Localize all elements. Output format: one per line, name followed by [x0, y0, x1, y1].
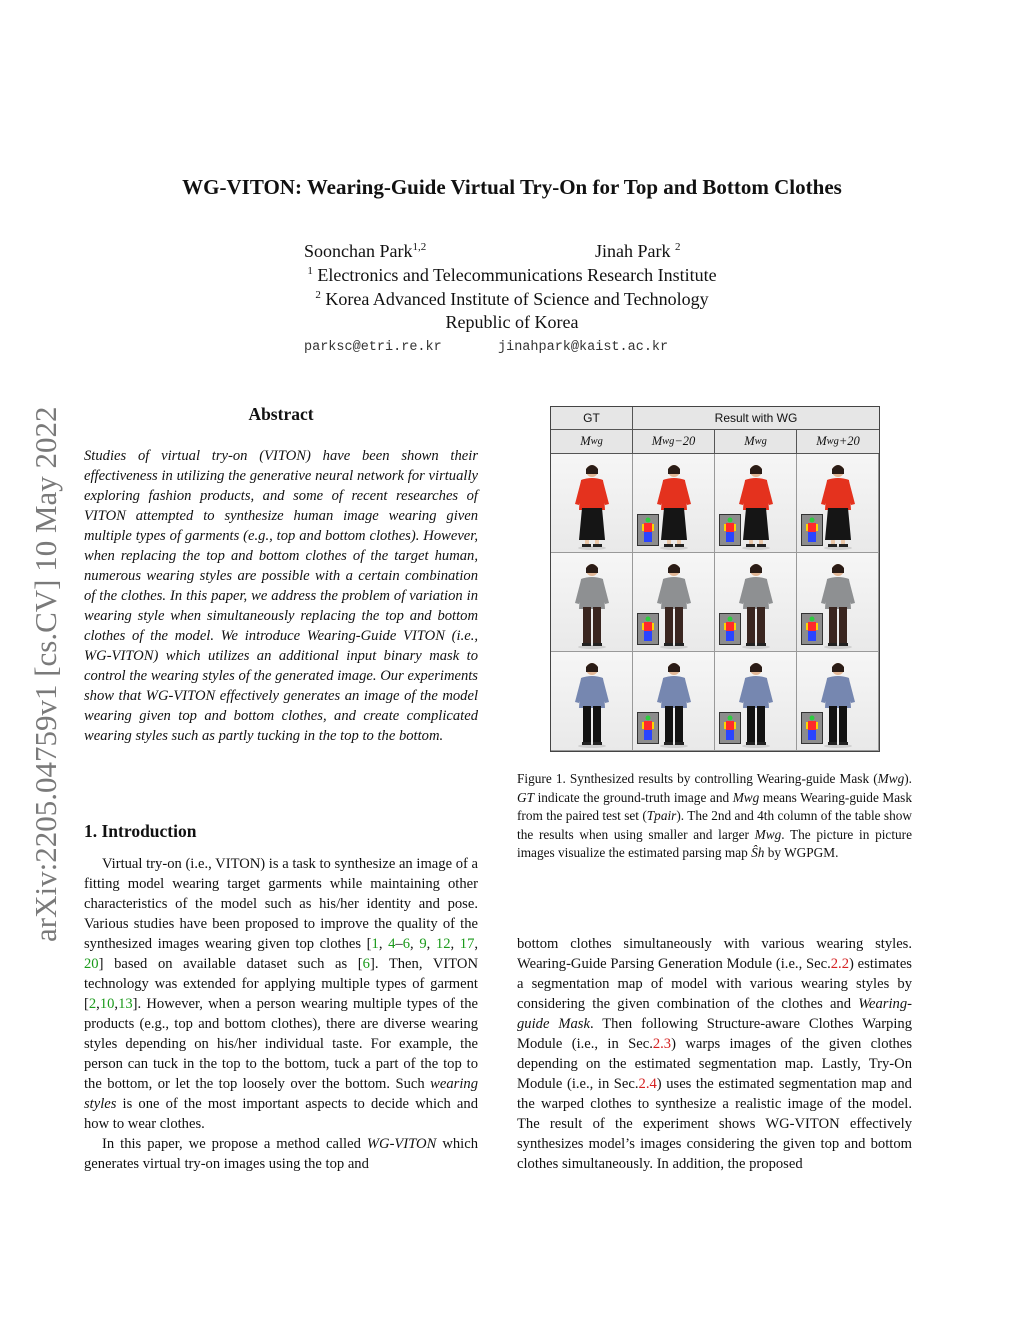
country: Republic of Korea — [445, 312, 579, 332]
abstract-text: Studies of virtual try-on (VITON) have been shown their effectiveness in utilizing the generative neural network for virtually exploring fashion products, and some of recent researches of VITON attempted to synthesize human image wearing given multiple types of garments (e.g., top and bottom clothes). However, when replacing the top and bottom clothes of the target human, numerous wearing styles are possible with a certain combination of the clothes. In this paper, we address the problem of variation in wearing style when simultaneously replacing the top and bottom clothes of the model. We introduce Wearing-Guide VITON (i.e., WG-VITON) which utilizes an additional input binary mask to control the wearing styles of the generated image. Our experiments show that WG-VITON effectively generates an image of the model wearing given top and bottom clothes, and create complicated wearing styles such as partly tucking in the top to the bottom. — [84, 448, 478, 744]
parsing-map-figure — [802, 713, 822, 743]
section-reference-link[interactable]: 2.3 — [652, 1036, 672, 1052]
parsing-map-inset — [637, 514, 659, 546]
author-1: Soonchan Park$^{1,2}$ — [304, 241, 427, 261]
section-reference-link[interactable]: 2.2 — [830, 956, 849, 972]
parsing-map-inset — [801, 514, 823, 546]
parsing-map-figure — [802, 515, 822, 545]
right-column-body — [517, 934, 912, 1174]
column-label: M wg +20 — [816, 434, 860, 448]
column-label: M wg — [715, 430, 797, 453]
person-figure — [551, 652, 633, 751]
citation-link[interactable]: 9 — [419, 936, 427, 952]
affiliation-2: $^2$ Korea Advanced Institute of Science and Technology — [315, 288, 709, 309]
parsing-map-figure — [638, 614, 658, 644]
figure-subheader-row — [551, 430, 879, 454]
parsing-map-inset — [801, 712, 823, 744]
arxiv-stamp-text: arXiv:2205.04759v1 [cs.CV] 10 May 2022 — [28, 406, 63, 942]
paper-title: WG-VITON: Wearing-Guide Virtual Try-On for Top and Bottom Clothes — [182, 175, 842, 199]
citation-link[interactable]: 13 — [118, 996, 133, 1012]
right-paragraph: bottom clothes simultaneously with various wearing styles. Wearing-Guide Parsing Generation Module (i.e., Sec.2.2) estimates a segmentation map of model with various wearing styles by considering the given combination of the clothes and Wearing-guide Mask. Then following Structure-aware Clothes Warping Module (i.e., in Sec.2.3) warps images of the given clothes depending on the estimated segmentation map. Lastly, Try-On Module (i.e., in Sec.2.4) uses the estimated segmentation map and the warped clothes to synthesize a realistic image of the model. The result of the experiment shows WG-VITON effectively synthesizes model’s images considering the given top and bottom clothes simultaneously. In addition, the proposed — [517, 936, 913, 1172]
result-image — [797, 652, 879, 751]
parsing-map-figure — [720, 614, 740, 644]
result-image — [633, 652, 715, 751]
introduction-body — [84, 854, 478, 1174]
parsing-map-figure — [720, 515, 740, 545]
citation-link[interactable]: 6 — [362, 956, 370, 972]
figure-1-caption: Figure 1. Synthesized results by controlling Wearing-guide Mask (Mwg). GT indicate the ground-truth image and Mwg means Wearing-guide Mask from the paired test set (Tpair). The 2nd and 4th column of the table show the results when using smaller and larger Mwg. The picture in picture images visualize the estimated parsing map Ŝh by WGPGM. — [517, 771, 913, 861]
email-1[interactable]: parksc@etri.re.kr — [304, 340, 442, 355]
email-2[interactable]: jinahpark@kaist.ac.kr — [498, 340, 669, 355]
result-image — [715, 454, 797, 553]
citation-link[interactable]: 20 — [84, 956, 99, 972]
parsing-map-inset — [719, 712, 741, 744]
header-result-with-wg: Result with WG — [714, 411, 798, 425]
affiliation-1: $^1$ Electronics and Telecommunications Research Institute — [307, 265, 717, 285]
header-gt: GT — [551, 407, 633, 429]
parsing-map-inset — [801, 613, 823, 645]
parsing-map-inset — [637, 613, 659, 645]
parsing-map-inset — [719, 514, 741, 546]
citation-link[interactable]: 2 — [88, 996, 97, 1012]
result-image — [633, 454, 715, 553]
citation-link[interactable]: 17 — [459, 936, 475, 952]
result-image — [551, 652, 633, 751]
parsing-map-figure — [638, 515, 658, 545]
person-figure — [551, 553, 633, 652]
author-2: Jinah Park $^2$ — [595, 241, 681, 261]
section-reference-link[interactable]: 2.4 — [638, 1076, 657, 1092]
figure-1-results-table — [550, 406, 880, 752]
citation-link[interactable]: 1 — [371, 936, 379, 952]
person-figure — [551, 454, 633, 553]
result-image — [551, 553, 633, 652]
email-row — [0, 340, 1024, 360]
author-block — [0, 240, 1024, 335]
column-label: M wg −20 — [633, 430, 715, 453]
result-image — [797, 454, 879, 553]
citation-link[interactable]: 12 — [435, 936, 451, 952]
parsing-map-figure — [638, 713, 658, 743]
citation-link[interactable]: 10 — [99, 996, 115, 1012]
abstract-heading: Abstract — [248, 404, 314, 424]
result-image — [715, 652, 797, 751]
result-image — [633, 553, 715, 652]
result-image — [715, 553, 797, 652]
figure-header-row — [551, 407, 879, 430]
figure-image-grid — [551, 454, 879, 751]
column-label: M wg — [551, 430, 633, 453]
parsing-map-figure — [802, 614, 822, 644]
citation-link[interactable]: 4 — [388, 936, 396, 952]
introduction-heading: 1. Introduction — [84, 821, 197, 841]
parsing-map-inset — [719, 613, 741, 645]
arxiv-identifier-stamp — [26, 342, 66, 942]
intro-paragraph-1: Virtual try-on (i.e., VITON) is a task to synthesize an image of a fitting model wearing target garments while maintaining other characteristics of the model such as his/her identity and pose. Various studies have been proposed to improve the quality of the synthesized images wearing given top clothes [1, 4–6, 9, 12, 17, 20] based on available dataset such as [6]. Then, VITON technology was extended for applying multiple types of garment [2,10,13]. However, when a person wearing multiple types of the products (e.g., top and bottom clothes), there are diverse wearing styles depending on his/her individual taste. For example, the person can tuck in the top to the bottom, tuck a part of the top to the bottom, or let the top loosely over the bottom. Such wearing styles is one of the most important aspects to decide which and how to wear clothes. — [84, 856, 479, 1132]
parsing-map-inset — [637, 712, 659, 744]
citation-link[interactable]: 6 — [402, 936, 411, 952]
parsing-map-figure — [720, 713, 740, 743]
result-image — [797, 553, 879, 652]
intro-paragraph-2: In this paper, we propose a method called WG-VITON which generates virtual try-on images using the top and — [84, 1136, 478, 1172]
result-image — [551, 454, 633, 553]
